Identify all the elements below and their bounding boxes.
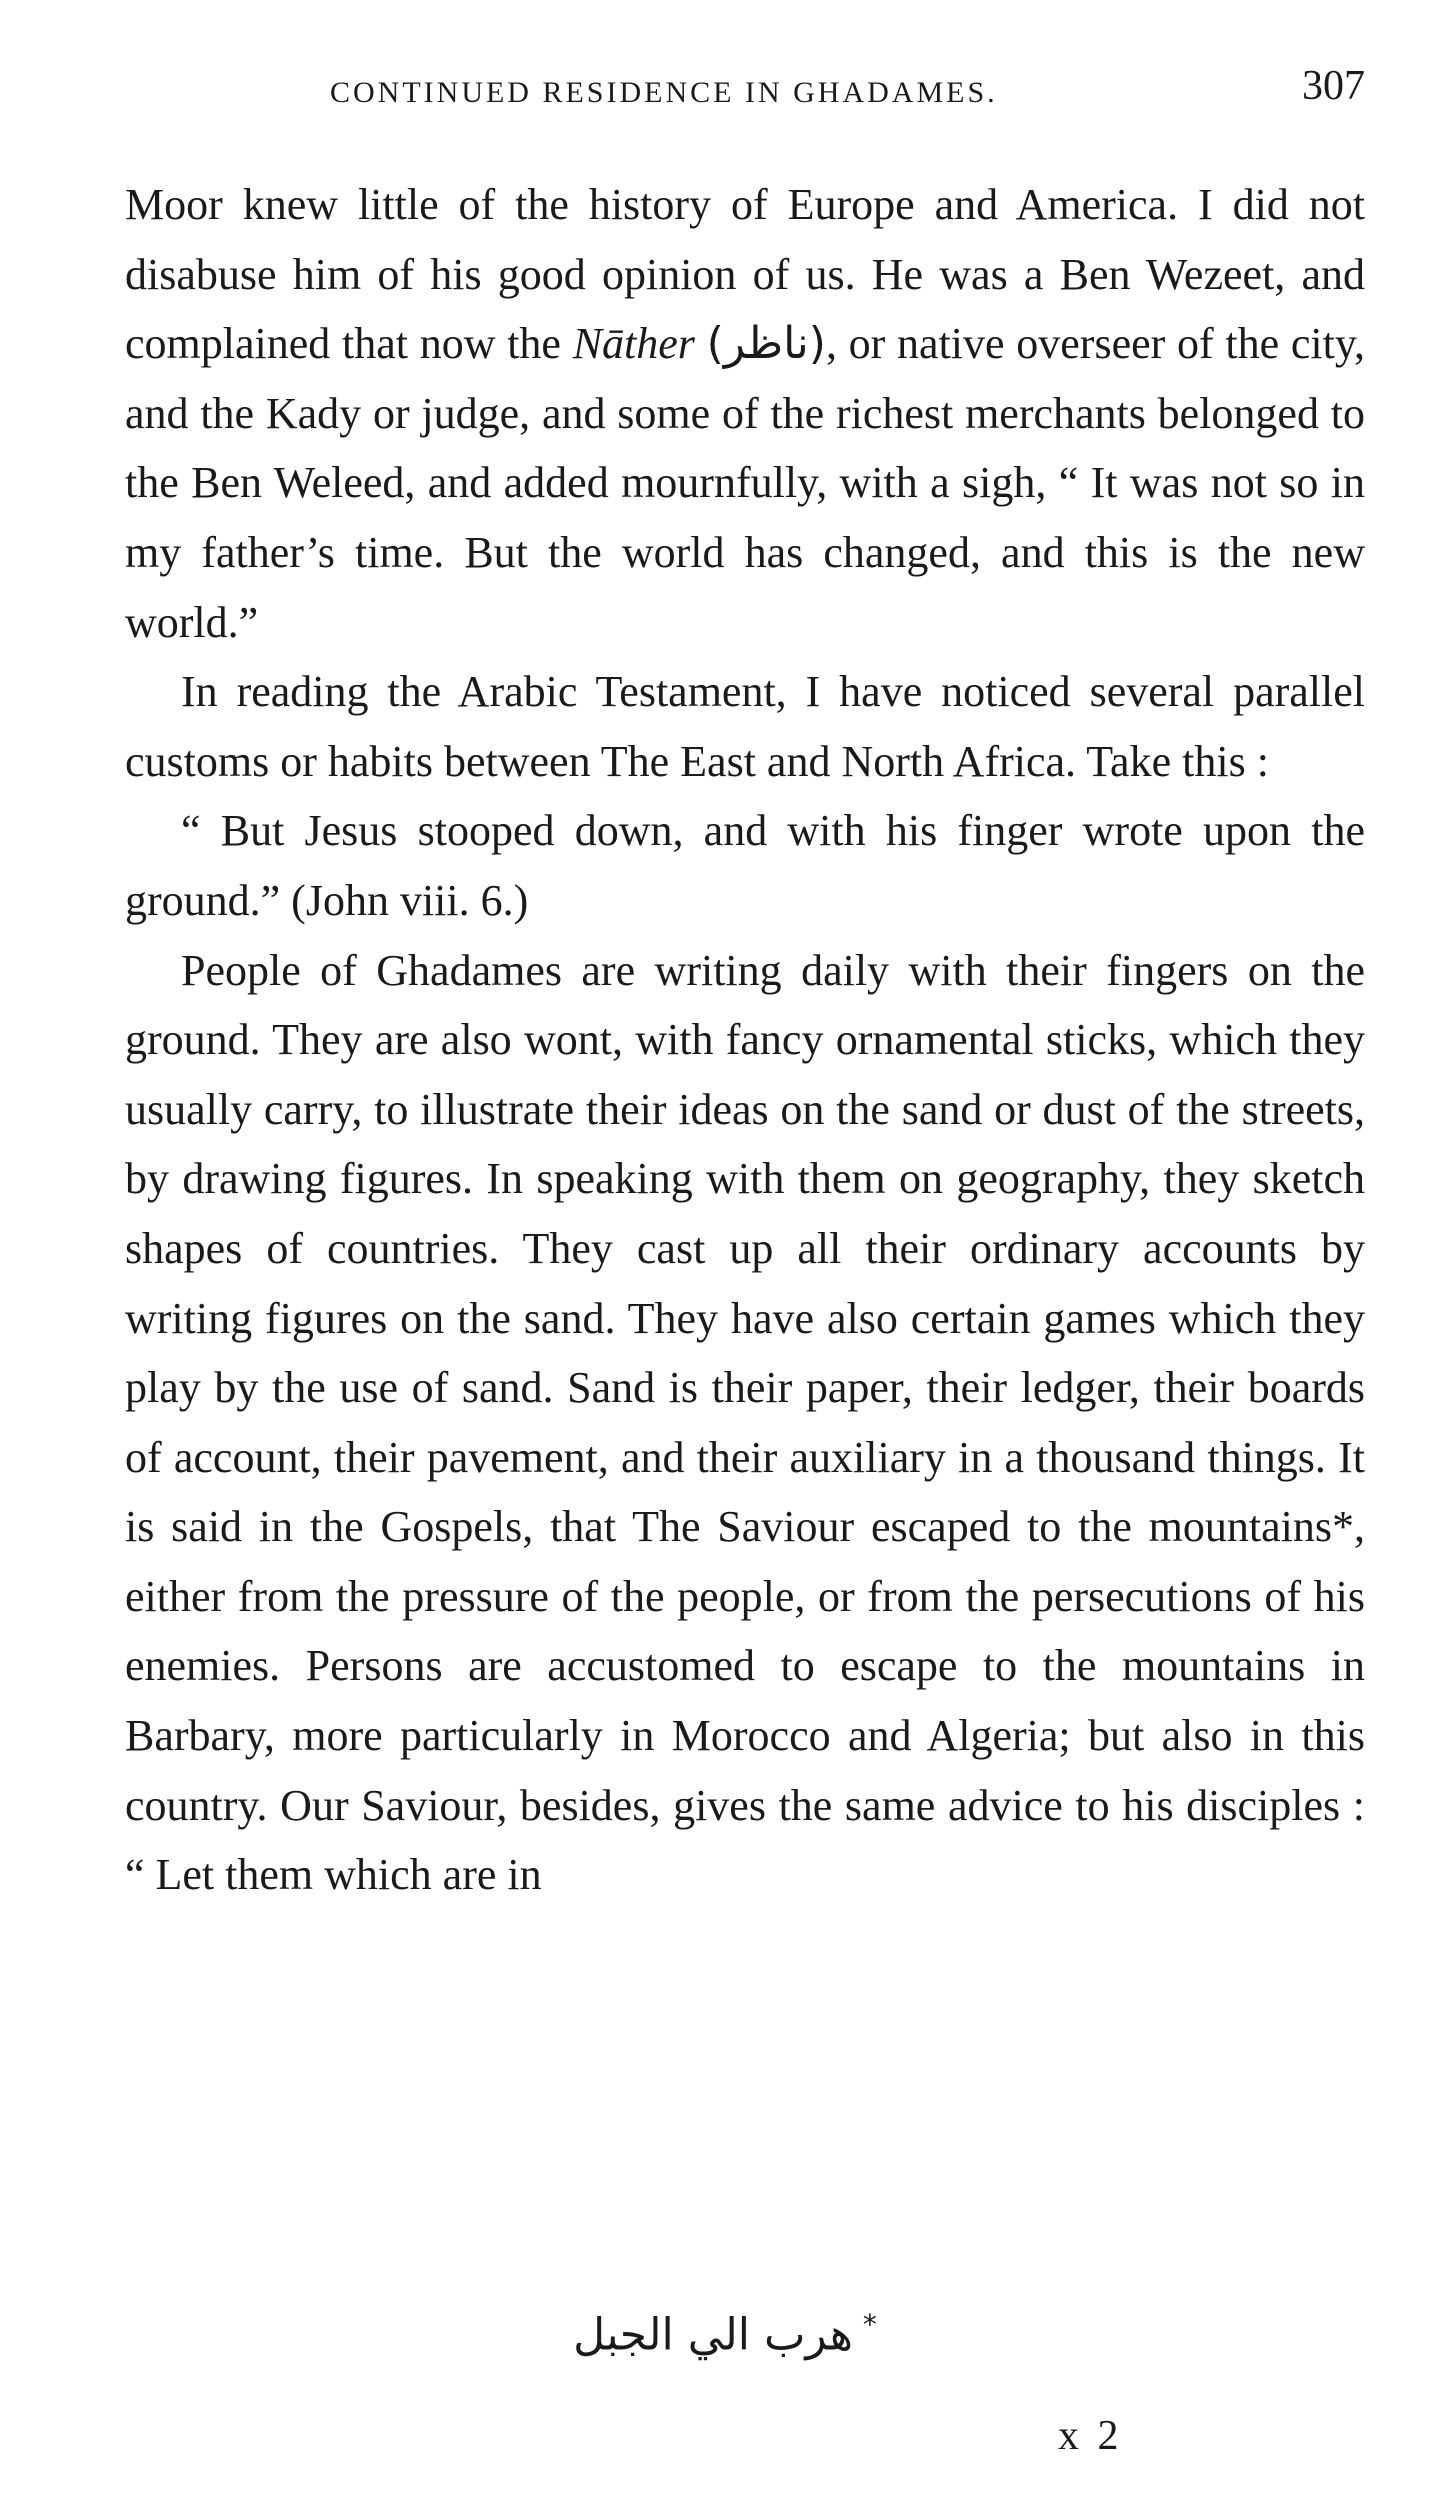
paragraph-1 bbox=[125, 170, 1365, 657]
page-number: 307 bbox=[1302, 63, 1365, 109]
signature-mark: x 2 bbox=[1058, 2413, 1123, 2459]
nather-arabic-term: (ناظر) bbox=[706, 318, 826, 370]
footnote-marker: * bbox=[862, 2308, 877, 2341]
footnote-reference-mark: * bbox=[1332, 1502, 1354, 1552]
paragraph-4-text-b: , either from the pressure of the people, or from the persecutions of his enemies. Persons are accustomed to escape to the mountains in Barbary, more particularly in Morocco and Algeria; but also in this country. Our Saviour, besides, gives the same advice to his disciples : “ Let them which are in bbox=[125, 1502, 1365, 1900]
footnote-arabic-text: هرب الي الجبل bbox=[573, 2309, 853, 2361]
paragraph-2: In reading the Arabic Testament, I have noticed several parallel customs or habits between The East and North Africa. Take this : bbox=[125, 667, 1365, 786]
running-head: CONTINUED RESIDENCE IN GHADAMES. bbox=[330, 76, 998, 109]
body-text bbox=[125, 170, 1365, 1910]
paragraph-1-text-b: , or native overseer of the city, and the Kady or judge, and some of the richest merchants belonged to the Ben Weleed, and added mournfully, with a sigh, “ It was not so in my father’s time. But the world has changed, and this is the new world.” bbox=[125, 319, 1366, 647]
paragraph-4-text-a: People of Ghadames are writing daily with their fingers on the ground. They are also wont, with fancy ornamental sticks, which they usually carry, to illustrate their ideas on the sand or dust of the streets, by drawing figures. In speaking with them on geography, they sketch shapes of countries. They cast up all their ordinary accounts by writing figures on the sand. They have also certain games which they play by the use of sand. Sand is their paper, their ledger, their boards of account, their pavement, and their auxiliary in a thousand things. It is said in the Gospels, that The Saviour escaped to the mountains bbox=[125, 945, 1365, 1552]
paragraph-1-text-a: Moor knew little of the history of Europe and America. I did not disabuse him of his good opinion of us. He was a Ben Wezeet, and complained that now the bbox=[125, 180, 1365, 369]
paragraph-3-quotation: “ But Jesus stooped down, and with his finger wrote upon the ground.” (John viii. 6.) bbox=[125, 806, 1365, 925]
paragraph-4 bbox=[125, 936, 1365, 1910]
nather-italic-term: Nāther bbox=[572, 319, 695, 369]
footnote bbox=[0, 2308, 1450, 2361]
page-header bbox=[125, 62, 1365, 122]
